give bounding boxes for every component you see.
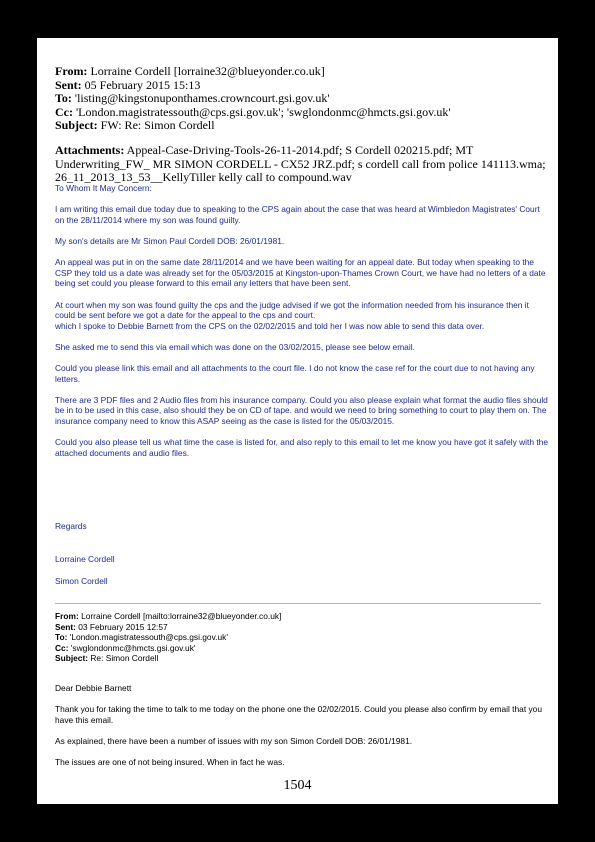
forwarded-header xyxy=(55,611,550,664)
fwd-from-label: From: xyxy=(55,611,79,621)
fwd-to-line xyxy=(55,632,550,643)
fwd-subject-line xyxy=(55,653,550,664)
to-value: 'listing@kingstonuponthames.crowncourt.gsi.gov.uk' xyxy=(74,91,330,105)
fwd-sent-value: 03 February 2015 12:57 xyxy=(78,621,168,632)
subject-label: Subject: xyxy=(55,118,98,132)
signature-lorraine: Lorraine Cordell xyxy=(55,554,115,564)
page-number: 1504 xyxy=(283,778,312,793)
fwd-subject-value: Re: Simon Cordell xyxy=(90,653,159,664)
fwd-to-label: To: xyxy=(55,632,68,643)
fwd-greeting: Dear Debbie Barnett xyxy=(55,683,132,693)
forwarded-body xyxy=(55,683,550,778)
regards: Regards xyxy=(55,521,87,531)
body-paragraph: There are 3 PDF files and 2 Audio files from his insurance company. Could you also please explain what format the audio files should be in to be used in this case, also should they be on CD of tape. and would we need to bring something to court to play them on. The insurance company need to know this ASAP seeing as the case is listed for the 05/03/2015. xyxy=(55,394,548,427)
subject-line xyxy=(55,119,550,133)
fwd-to-value: 'London.magistratessouth@cps.gsi.gov.uk' xyxy=(69,632,228,643)
fwd-sent-label: Sent: xyxy=(55,621,76,632)
fwd-paragraph: The issues are one of not being insured. When in fact he was. xyxy=(55,757,285,768)
fwd-paragraph: Thank you for taking the time to talk to me today on the phone one the 02/02/2015. Could you please also confirm by email that you have this email. xyxy=(55,704,542,725)
attachments-value: Appeal-Case-Driving-Tools-26-11-2014.pdf; S Cordell 020215.pdf; MT Underwriting_FW_ MR SIMON CORDELL - CX52 JRZ.pdf; s cordell call from police 141113.wma; 26_11_2013_13_53__KellyTiller kelly call to compound.wav xyxy=(55,143,546,184)
document-page xyxy=(37,38,558,804)
fwd-from-line xyxy=(55,611,550,622)
cc-line xyxy=(55,106,550,120)
body-paragraph: Could you please link this email and all attachments to the court file. I do not know the case ref for the court due to not having any letters. xyxy=(55,363,535,384)
body-paragraph: At court when my son was found guilty the cps and the judge advised if we got the information needed from his insurance then it could be sent before we got a date for the appeal to the cps and court. which I spoke to Debbie Barnett from the CPS on the 02/02/2015 and told her I was now able to send this data over. xyxy=(55,299,529,331)
signature-simon: Simon Cordell xyxy=(55,576,108,586)
to-line xyxy=(55,92,550,106)
sent-line xyxy=(55,79,550,93)
from-value: Lorraine Cordell [lorraine32@blueyonder.co.uk] xyxy=(90,64,325,78)
fwd-cc-label: Cc: xyxy=(55,642,69,653)
from-label: From: xyxy=(55,64,88,78)
divider xyxy=(55,603,541,604)
fwd-cc-line xyxy=(55,643,550,654)
subject-value: FW: Re: Simon Cordell xyxy=(100,118,215,132)
cc-label: Cc: xyxy=(55,104,73,119)
cc-value: 'London.magistratessouth@cps.gsi.gov.uk'; 'swglondonmc@hmcts.gsi.gov.uk' xyxy=(76,104,451,119)
fwd-from-value: Lorraine Cordell [mailto:lorraine32@blueyonder.co.uk] xyxy=(81,611,282,621)
to-label: To: xyxy=(55,91,72,105)
fwd-cc-value: 'swglondonmc@hmcts.gsi.gov.uk' xyxy=(70,642,196,653)
fwd-subject-label: Subject: xyxy=(55,653,89,664)
email-header xyxy=(55,65,550,133)
sent-value: 05 February 2015 15:13 xyxy=(84,77,201,92)
attachments-line xyxy=(55,144,555,185)
attachments-label: Attachments: xyxy=(55,143,125,157)
from-line xyxy=(55,65,550,79)
body-paragraph: I am writing this email due today due to speaking to the CPS again about the case that was heard at Wimbledon Magistrates' Court on the 28/11/2014 where my son was found guilty. xyxy=(55,204,540,225)
greeting: To Whom It May Concern: xyxy=(55,183,152,193)
body-paragraph: An appeal was put in on the same date 28/11/2014 and we have been waiting for an appeal date. But today when speaking to the CSP they told us a date was already set for the 05/03/2015 at Kingston-upon-Thames Crown Court, we have had no letters of a date being set could you please forward to this email any letters that have been sent. xyxy=(55,257,546,289)
body-paragraph: My son's details are Mr Simon Paul Cordell DOB: 26/01/1981. xyxy=(55,235,285,246)
body-paragraph: She asked me to send this via email which was done on the 03/02/2015, please see below email. xyxy=(55,341,415,352)
sent-label: Sent: xyxy=(55,77,82,92)
fwd-paragraph: As explained, there have been a number of issues with my son Simon Cordell DOB: 26/01/1981. xyxy=(55,735,413,746)
body-paragraph: Could you also please tell us what time the case is listed for, and also reply to this email to let me know you have got it safely with the attached documents and audio files. xyxy=(55,437,548,458)
fwd-sent-line xyxy=(55,622,550,633)
email-body xyxy=(55,183,550,469)
